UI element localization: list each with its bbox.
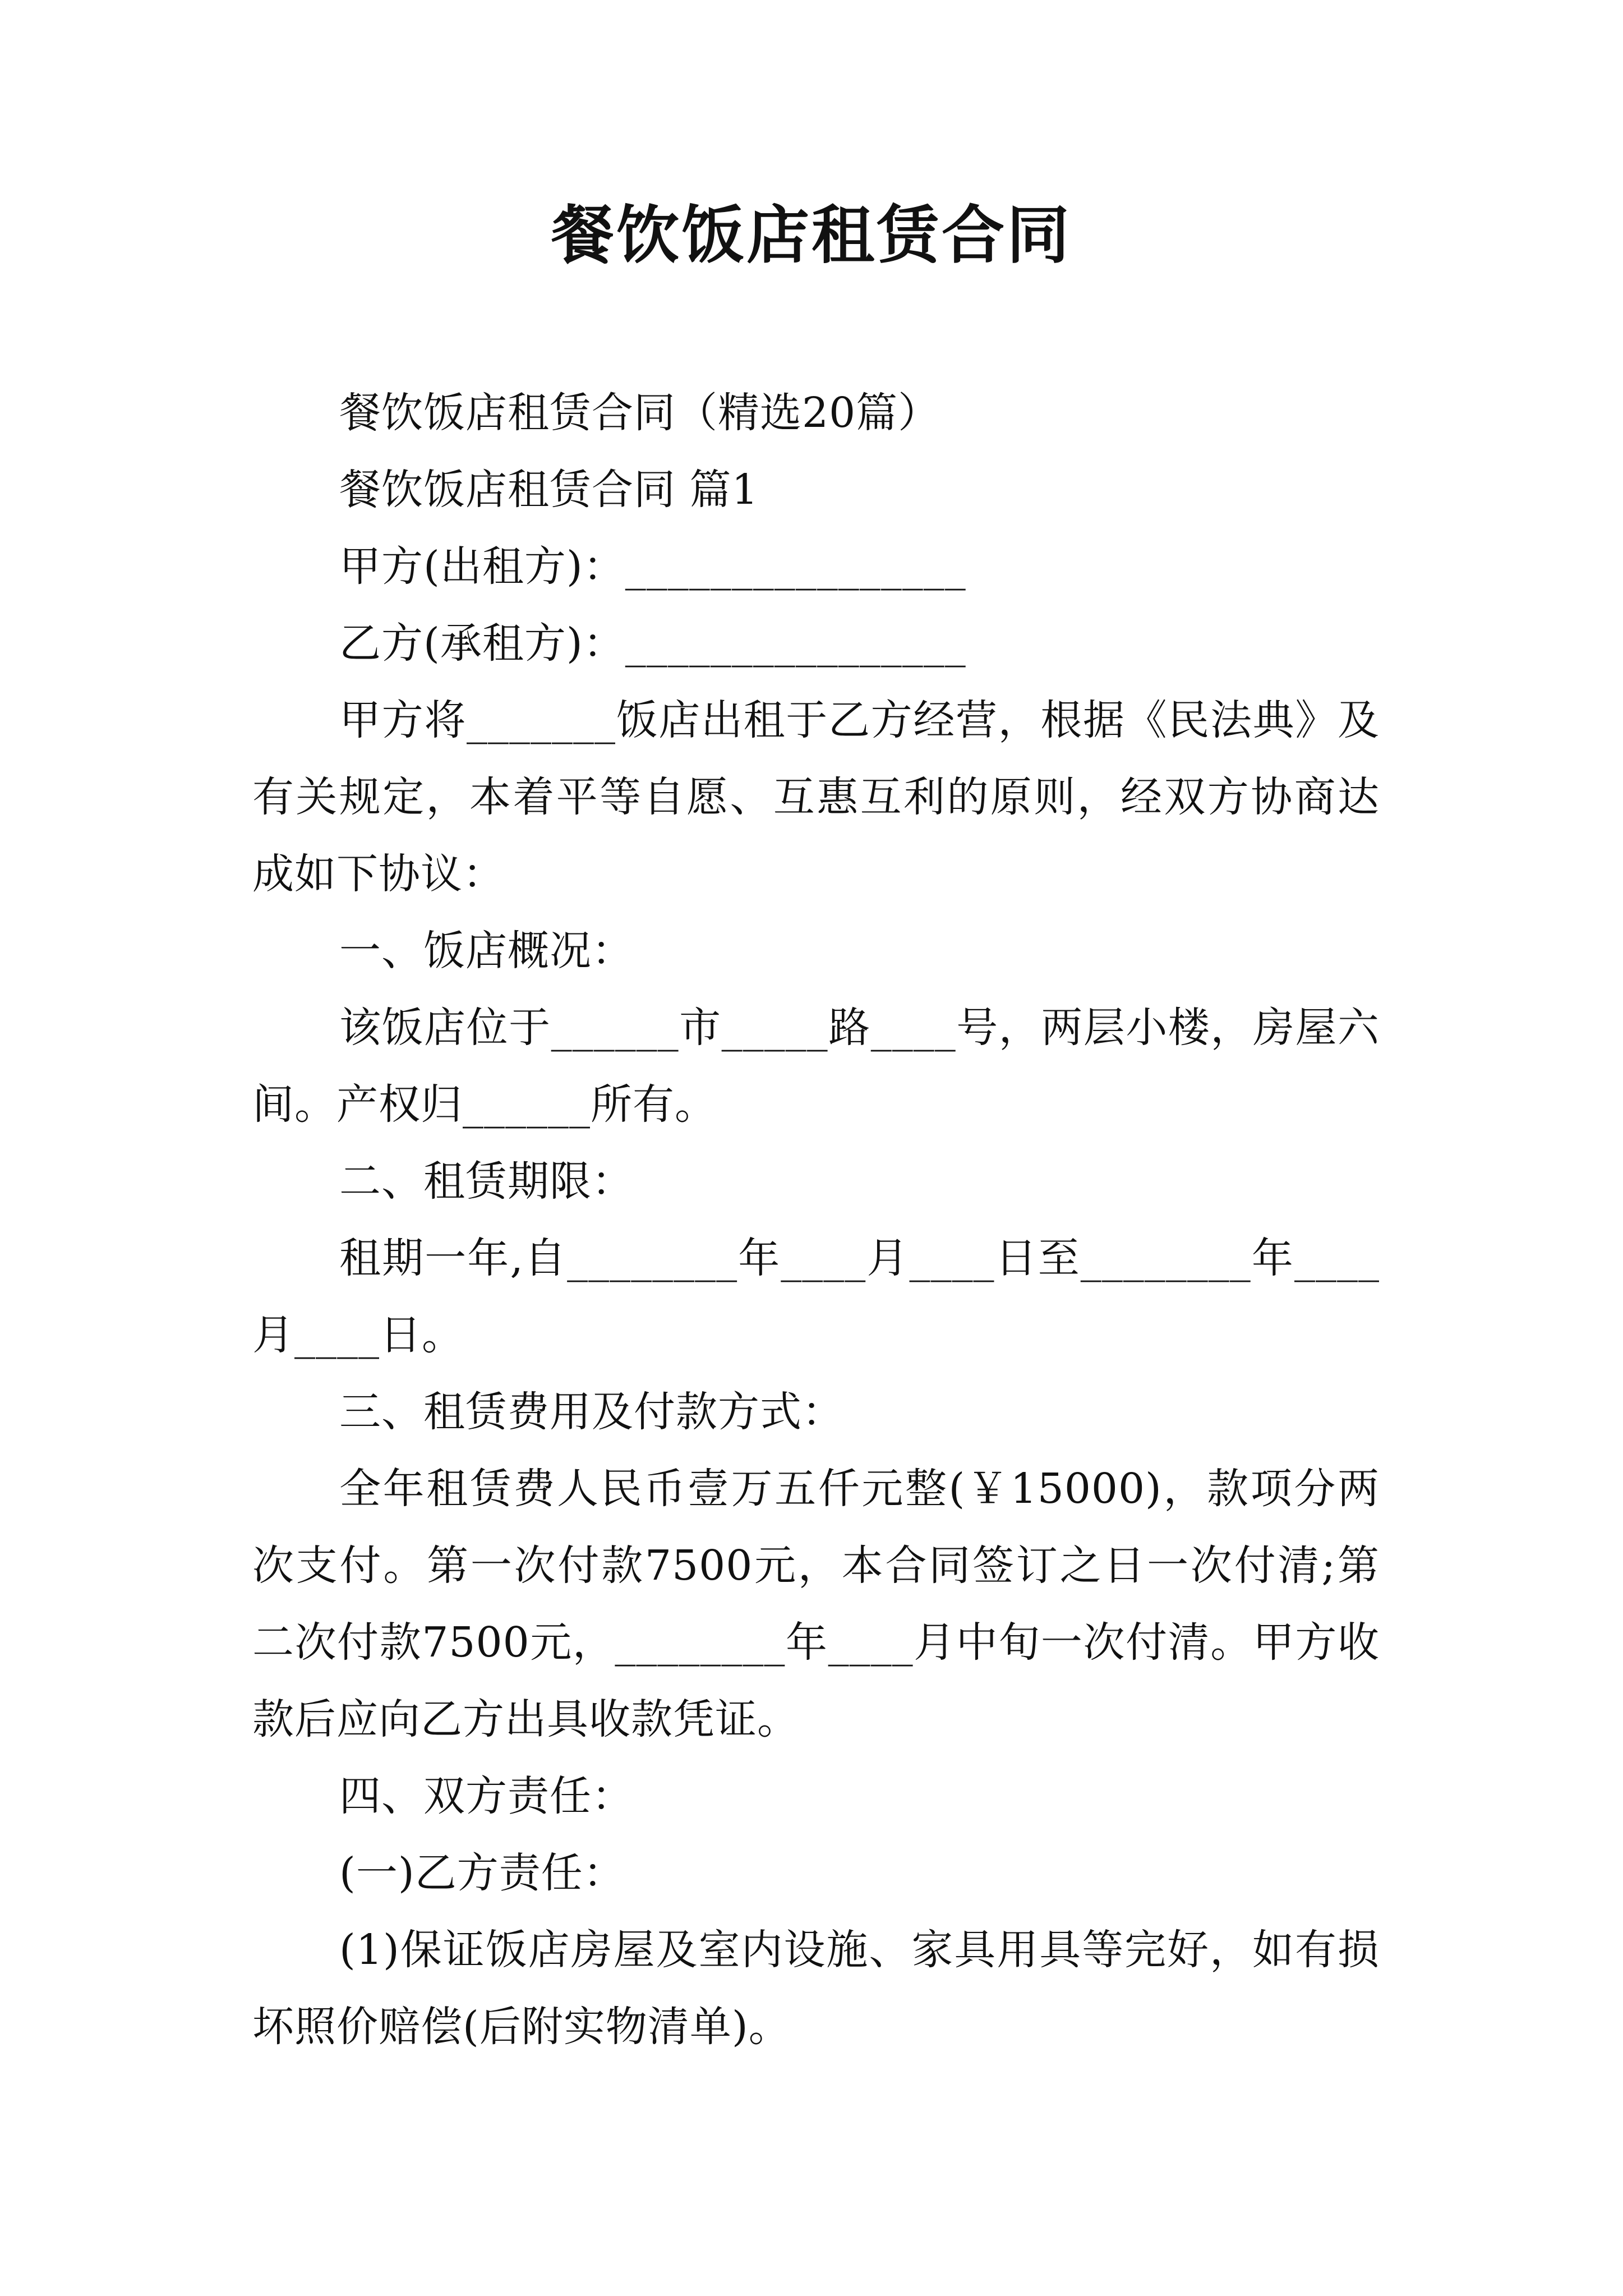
paragraph-duty-1: (1)保证饭店房屋及室内设施、家具用具等完好，如有损坏照价赔偿(后附实物清单)。 — [252, 1926, 1380, 2051]
document-body — [252, 375, 1380, 2065]
paragraph-term: 租期一年,自________年____月____日至________年____月____日。 — [252, 1234, 1380, 1359]
paragraph-subtitle: 餐饮饭店租赁合同（精选20篇） — [339, 389, 940, 437]
document-title: 餐饮饭店租赁合同 — [551, 199, 1072, 272]
paragraph-fees: 全年租赁费人民币壹万五仟元整(￥15000)，款项分两次支付。第一次付款7500元，本合同签订之日一次付清;第二次付款7500元，________年____月中旬一次付清。甲方收款后应向乙方出具收款凭证。 — [252, 1465, 1380, 1743]
paragraph-overview: 该饭店位于______市_____路____号，两层小楼，房屋六间。产权归______所有。 — [252, 1004, 1380, 1129]
paragraph-heading-overview: 一、饭店概况： — [339, 927, 634, 975]
paragraph-heading-term: 二、租赁期限： — [339, 1157, 634, 1205]
paragraph-heading-responsibilities: 四、双方责任： — [339, 1772, 634, 1820]
paragraph-party-a: 甲方(出租方)：________________ — [339, 542, 966, 591]
paragraph-preamble: 甲方将_______饭店出租于乙方经营，根据《民法典》及有关规定，本着平等自愿、互惠互利的原则，经双方协商达成如下协议： — [252, 696, 1380, 898]
paragraph-heading-fees: 三、租赁费用及付款方式： — [339, 1388, 844, 1436]
paragraph-party-b: 乙方(承租方)：________________ — [339, 619, 966, 668]
paragraph-section-heading: 餐饮饭店租赁合同 篇1 — [339, 466, 759, 514]
paragraph-heading-party-b-duties: (一)乙方责任： — [339, 1849, 625, 1897]
